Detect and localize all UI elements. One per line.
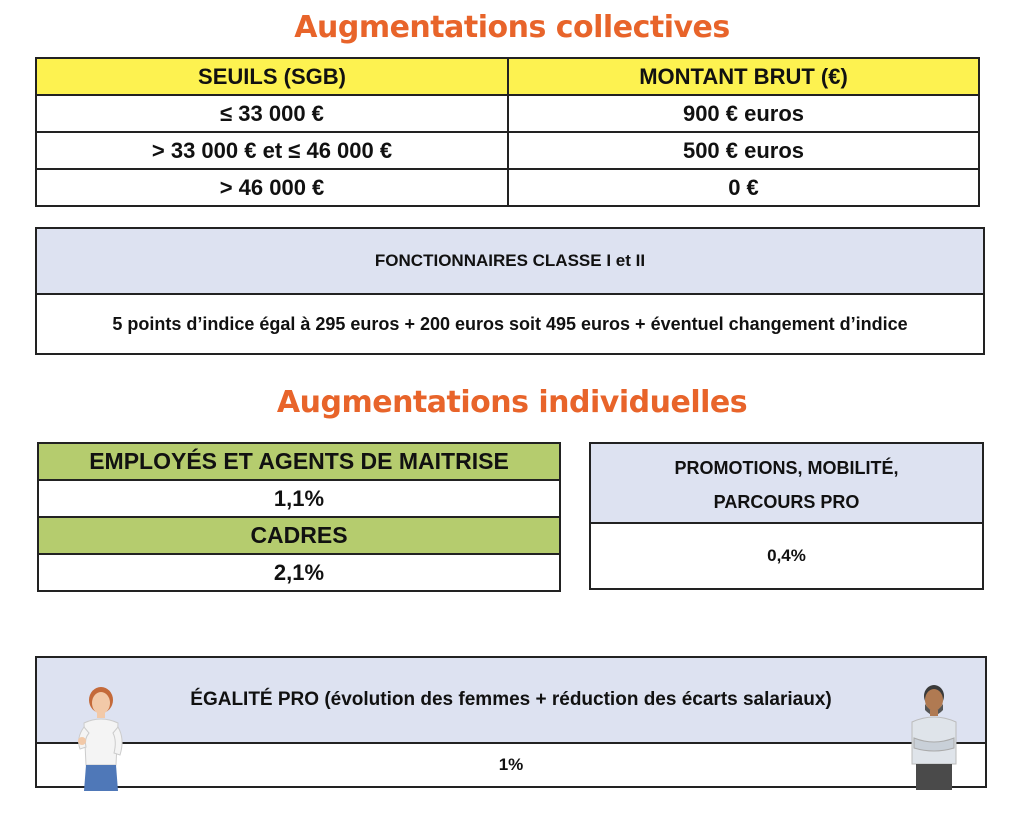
promotions-line-1: PROMOTIONS, MOBILITÉ, [674, 458, 899, 478]
seuil-cell: > 46 000 € [36, 169, 508, 206]
seuil-cell: > 33 000 € et ≤ 46 000 € [36, 132, 508, 169]
collective-title: Augmentations collectives [294, 10, 730, 45]
woman-avatar-icon [70, 683, 132, 793]
table-header-row [36, 58, 979, 95]
header-montant: MONTANT BRUT (€) [508, 58, 979, 95]
fonctionnaires-text: 5 points d’indice égal à 295 euros + 200 euros soit 495 euros + éventuel changement d’indice [112, 314, 908, 334]
table-row [36, 95, 979, 132]
employes-label: EMPLOYÉS ET AGENTS DE MAITRISE [38, 443, 560, 480]
employes-value: 1,1% [38, 480, 560, 517]
egalite-box [35, 656, 987, 788]
table-row [36, 169, 979, 206]
promotions-box [589, 442, 984, 590]
montant-cell: 500 € euros [508, 132, 979, 169]
montant-cell: 900 € euros [508, 95, 979, 132]
egalite-title: ÉGALITÉ PRO (évolution des femmes + réduction des écarts salariaux) [37, 658, 985, 744]
individual-table [37, 442, 561, 592]
man-avatar-icon [902, 680, 966, 792]
fonctionnaires-box [35, 227, 985, 355]
montant-cell: 0 € [508, 169, 979, 206]
fonctionnaires-title: FONCTIONNAIRES CLASSE I et II [37, 229, 983, 295]
cadres-value: 2,1% [38, 554, 560, 591]
table-row [36, 132, 979, 169]
promotions-title [591, 444, 982, 524]
individual-title: Augmentations individuelles [276, 385, 748, 420]
promotions-value: 0,4% [767, 546, 806, 565]
seuil-cell: ≤ 33 000 € [36, 95, 508, 132]
promotions-line-2: PARCOURS PRO [713, 492, 860, 512]
collective-table [35, 57, 980, 207]
header-seuils: SEUILS (SGB) [36, 58, 508, 95]
cadres-label: CADRES [38, 517, 560, 554]
egalite-value: 1% [498, 755, 524, 774]
